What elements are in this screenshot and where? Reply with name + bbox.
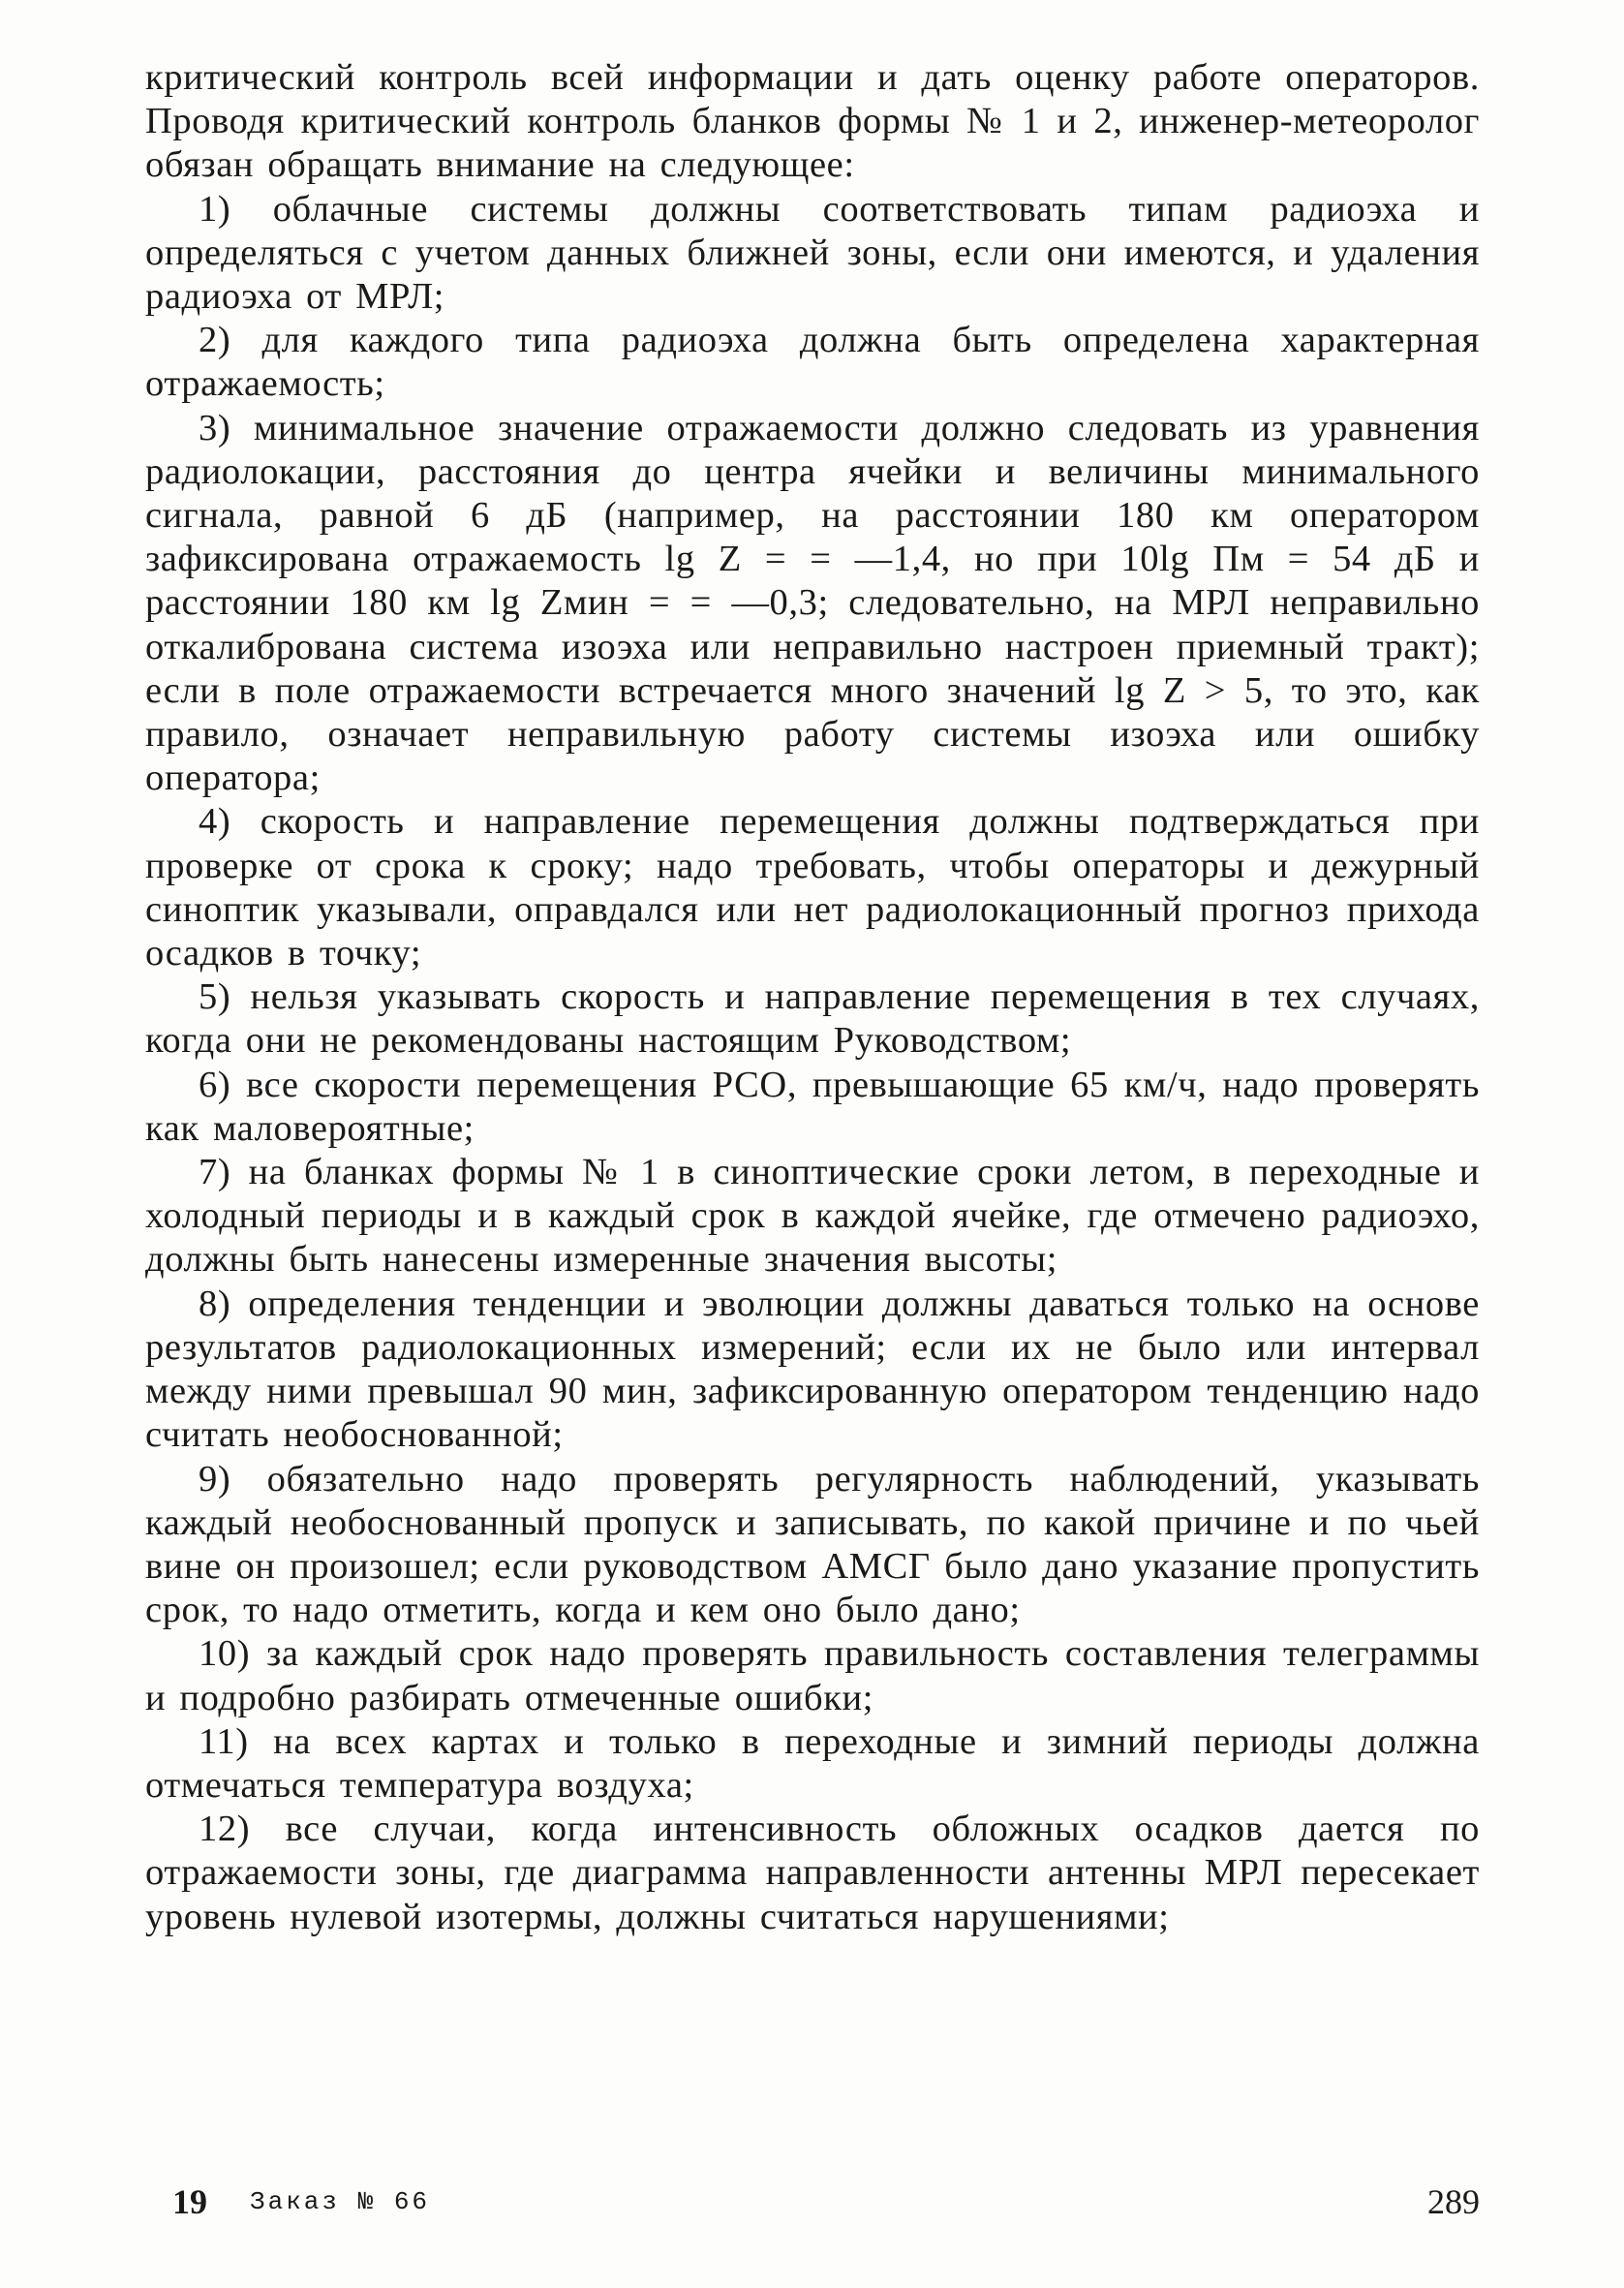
order-label: Заказ № 66 <box>250 2187 431 2216</box>
list-item: 10) за каждый срок надо проверять правильность составления телеграммы и подробно разбирать отмеченные ошибки; <box>145 1633 1480 1718</box>
intro-paragraph: критический контроль всей информации и дать оценку работе операторов. Проводя критический контроль бланков формы № 1 и 2, инженер-метеоролог обязан обращать внимание на следующее: <box>145 57 1480 186</box>
list-item: 3) минимальное значение отражаемости должно следовать из уравнения радиолокации, расстояния до центра ячейки и величины минимального сигнала, равной 6 дБ (например, на расстоянии 180 км оператором зафиксирована отражаемость lg Z = = —1,4, но при 10lg Пм = 54 дБ и расстоянии 180 км lg Zмин = = —0,3; следовательно, на МРЛ неправильно откалибрована система изоэха или неправильно настроен приемный тракт); если в поле отражаемости встречается много значений lg Z > 5, то это, как правило, означает неправильную работу системы изоэха или ошибку оператора; <box>145 407 1480 799</box>
list-item: 7) на бланках формы № 1 в синоптические сроки летом, в переходные и холодный периоды и в каждый срок в каждой ячейке, где отмечено радиоэхо, должны быть нанесены измеренные значения высоты; <box>145 1152 1480 1281</box>
list-item: 6) все скорости перемещения РСО, превышающие 65 км/ч, надо проверять как маловероятные; <box>145 1064 1480 1149</box>
page-number: 289 <box>1427 2182 1480 2221</box>
signature-number: 19 <box>172 2182 207 2221</box>
list-item: 2) для каждого типа радиоэха должна быть определена характерная отражаемость; <box>145 320 1480 405</box>
list-item: 4) скорость и направление перемещения должны подтверждаться при проверке от срока к сроку; надо требовать, чтобы операторы и дежурный синоптик указывали, оправдался или нет радиолокационный прогноз прихода осадков в точку; <box>145 801 1480 974</box>
list-item: 9) обязательно надо проверять регулярность наблюдений, указывать каждый необоснованный пропуск и записывать, по какой причине и по чьей вине он произошел; если руководством АМСГ было дано указание пропустить срок, то надо отметить, когда и кем оно было дано; <box>145 1458 1480 1631</box>
list-item: 1) облачные системы должны соответствовать типам радиоэха и определяться с учетом данных ближней зоны, если они имеются, и удаления радиоэха от МРЛ; <box>145 188 1480 318</box>
list-item: 5) нельзя указывать скорость и направление перемещения в тех случаях, когда они не рекомендованы настоящим Руководством; <box>145 976 1480 1062</box>
list-item: 8) определения тенденции и эволюции должны даваться только на основе результатов радиолокационных измерений; если их не было или интервал между ними превышал 90 мин, зафиксированную оператором тенденцию надо считать необоснованной; <box>145 1283 1480 1456</box>
list-item: 12) все случаи, когда интенсивность обложных осадков дается по отражаемости зоны, где диаграмма направленности антенны МРЛ пересекает уровень нулевой изотермы, должны считаться нарушениями; <box>145 1809 1480 1937</box>
body-text <box>145 56 1480 1939</box>
page-footer <box>145 2181 1480 2230</box>
list-item: 11) на всех картах и только в переходные и зимний периоды должна отмечаться температура воздуха; <box>145 1720 1480 1806</box>
